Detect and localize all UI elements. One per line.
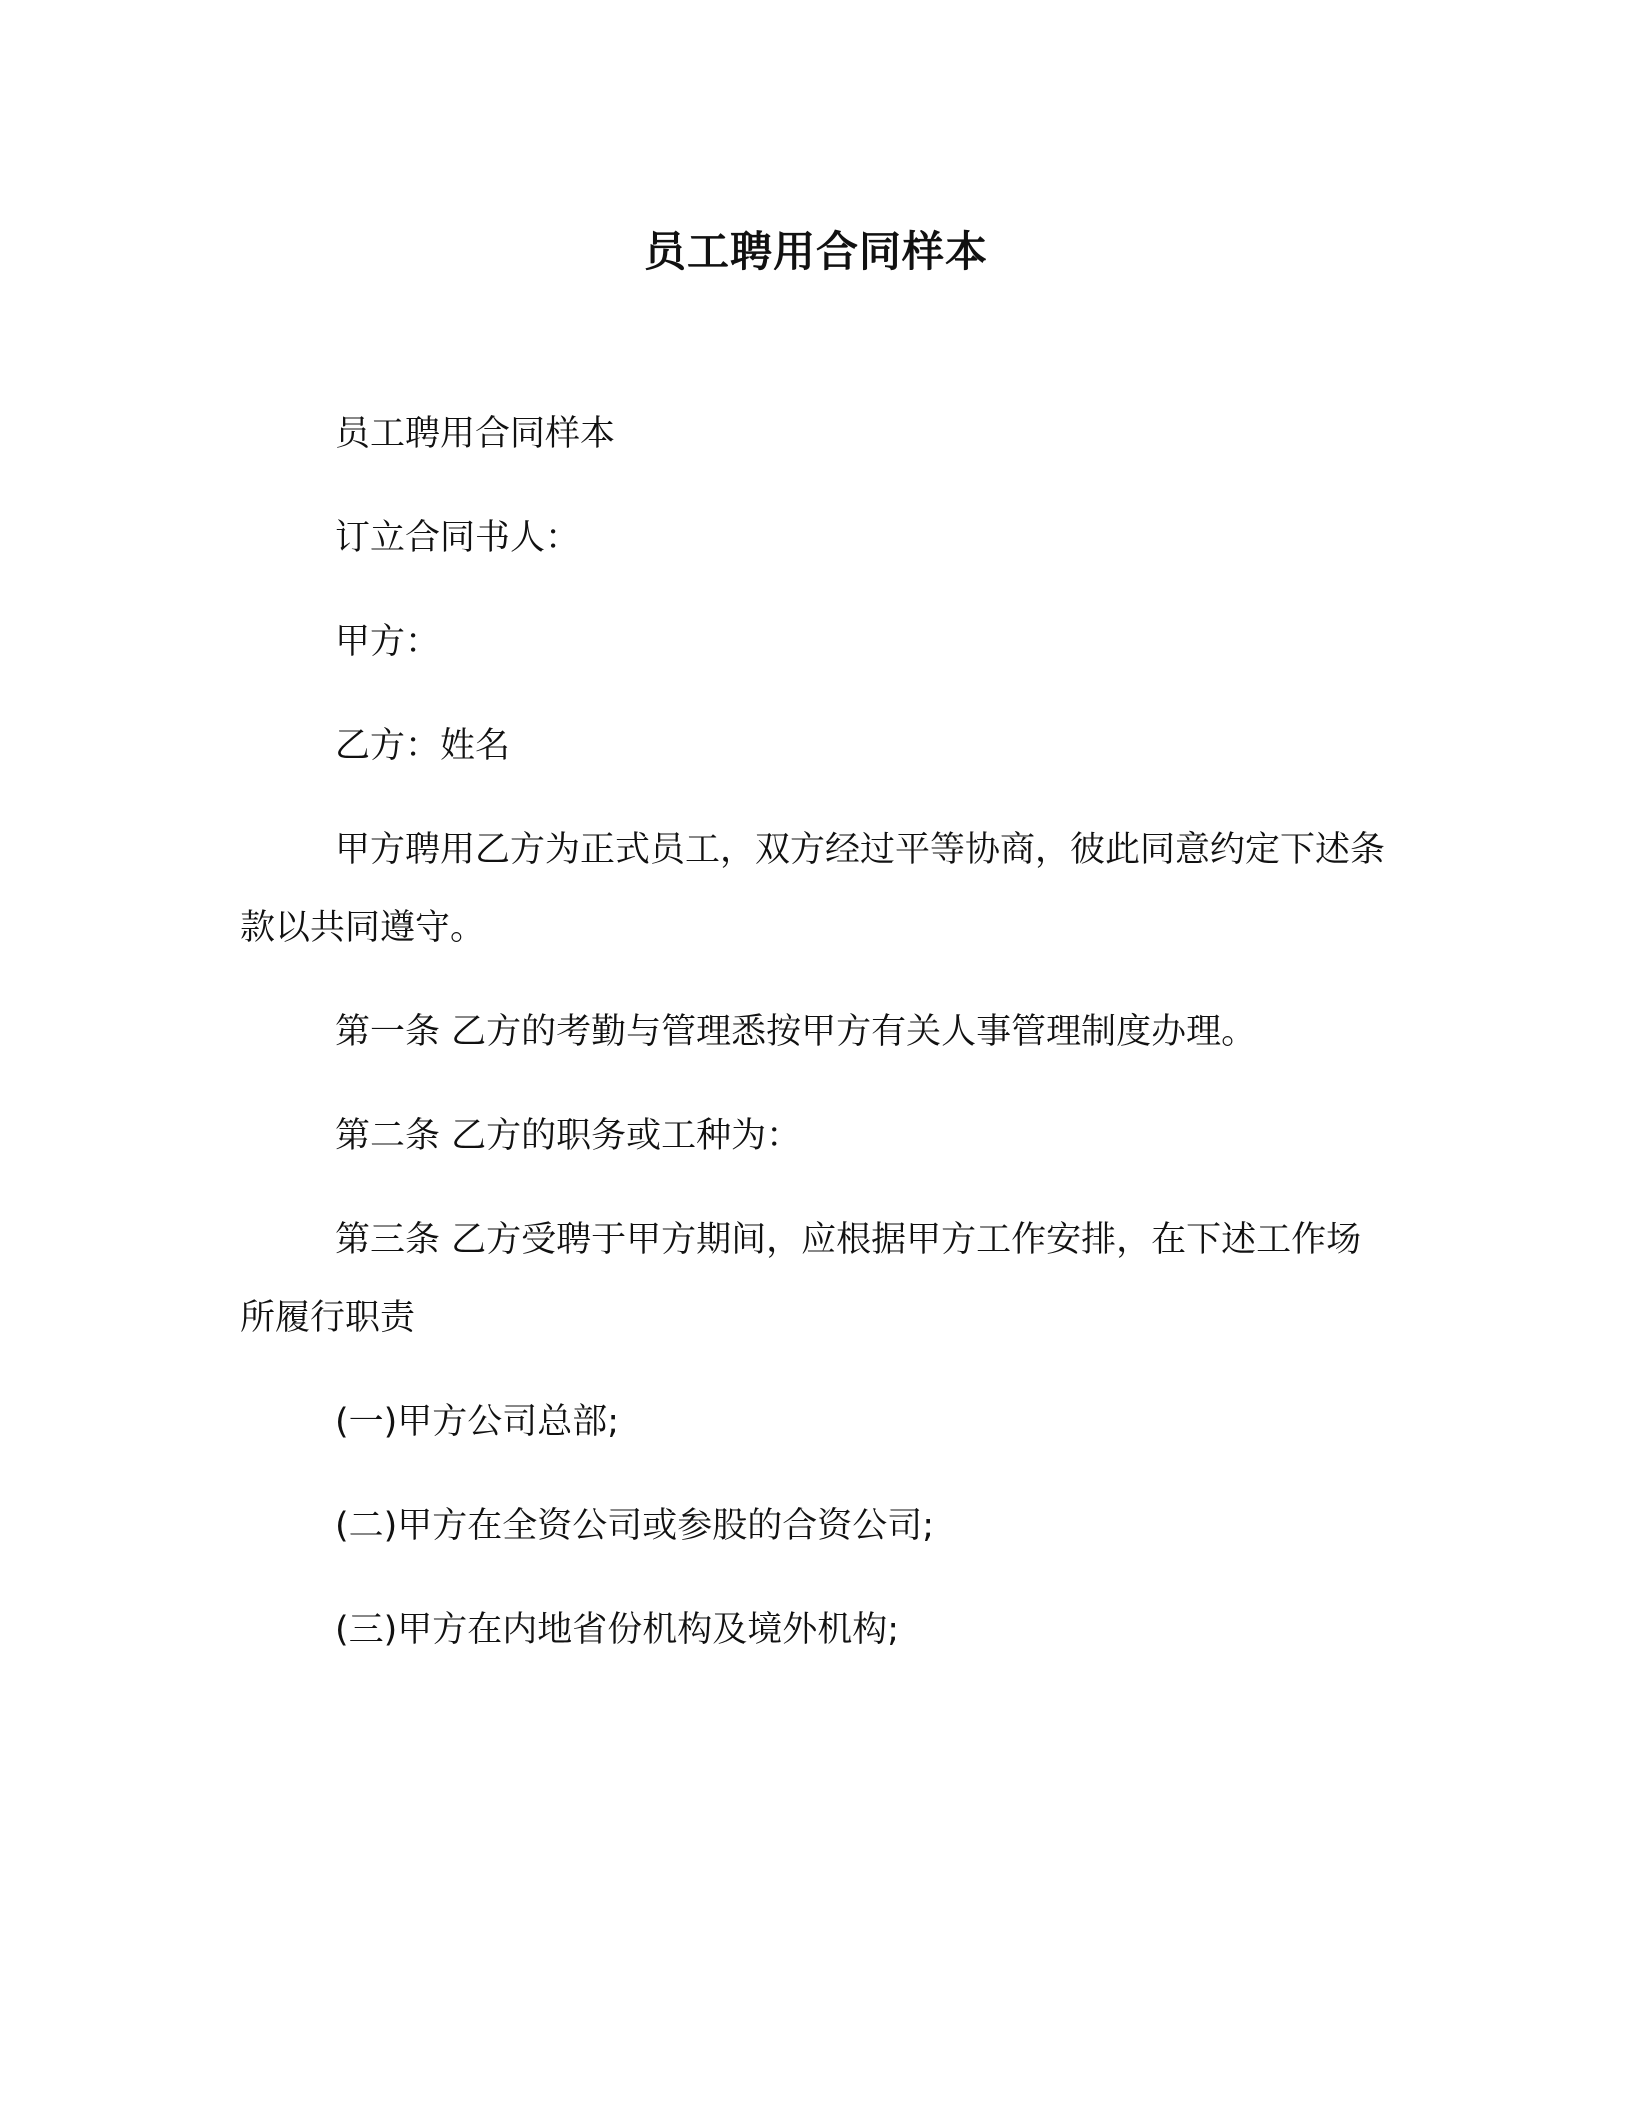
paragraph-intro: 甲方聘用乙方为正式员工，双方经过平等协商，彼此同意约定下述条款以共同遵守。 [240, 830, 1386, 948]
paragraph-article-3: 第三条 乙方受聘于甲方期间，应根据甲方工作安排，在下述工作场所履行职责 [240, 1220, 1362, 1338]
paragraph-party-b: 乙方：姓名 [335, 726, 511, 766]
paragraph-item-3: (三)甲方在内地省份机构及境外机构; [335, 1610, 900, 1650]
paragraph-article-2: 第二条 乙方的职务或工种为： [335, 1116, 802, 1156]
paragraph-article-1: 第一条 乙方的考勤与管理悉按甲方有关人事管理制度办理。 [335, 1012, 1257, 1052]
document-body [240, 395, 1390, 1695]
paragraph-item-2: (二)甲方在全资公司或参股的合资公司; [335, 1506, 935, 1546]
paragraph-party-a: 甲方： [335, 622, 441, 662]
paragraph-subtitle: 员工聘用合同样本 [335, 414, 616, 454]
paragraph-contract-parties: 订立合同书人： [335, 518, 581, 558]
document-title: 员工聘用合同样本 [643, 227, 988, 276]
paragraph-item-1: (一)甲方公司总部; [335, 1402, 620, 1442]
